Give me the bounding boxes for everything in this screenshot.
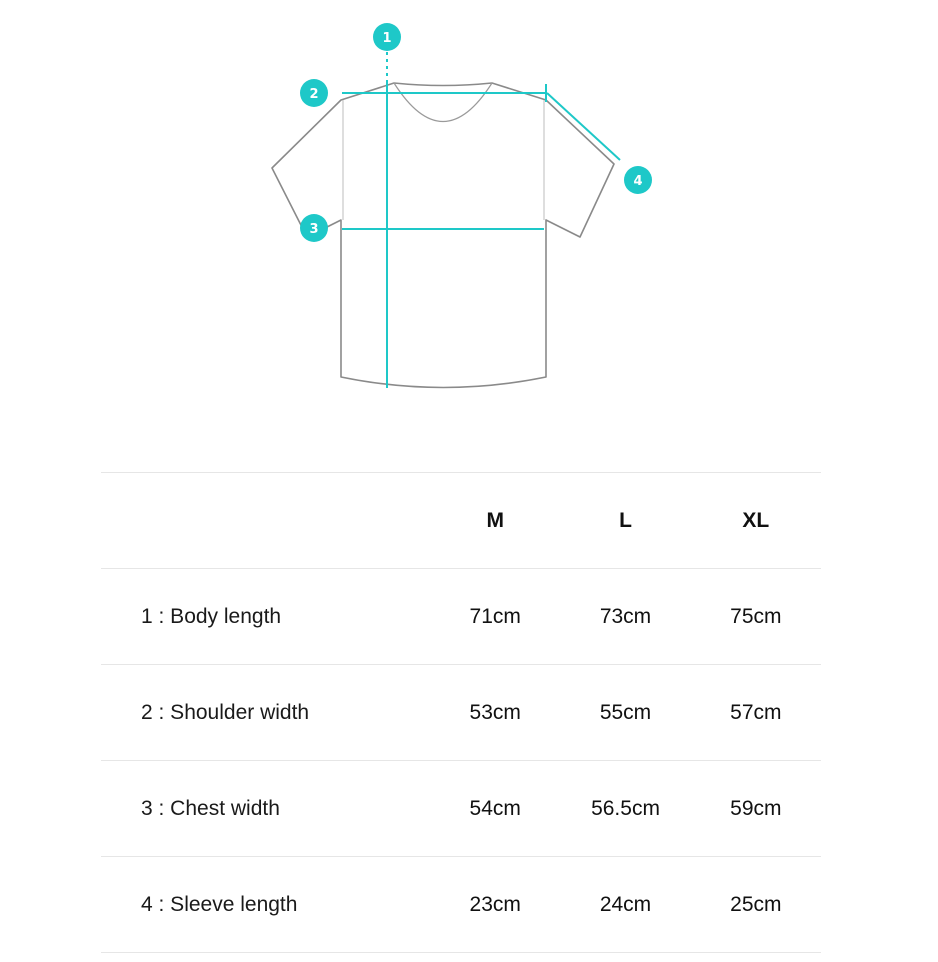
cell-l: 56.5cm bbox=[591, 796, 660, 820]
header-empty bbox=[101, 473, 430, 569]
row-label-shoulder-width: 2 : Shoulder width bbox=[141, 700, 310, 724]
cell-xl: 57cm bbox=[730, 700, 782, 724]
marker-3 bbox=[300, 214, 328, 242]
marker-4 bbox=[624, 166, 652, 194]
row-label-body-length: 1 : Body length bbox=[141, 604, 282, 628]
svg-text:3: 3 bbox=[309, 222, 319, 237]
cell-m: 23cm bbox=[469, 892, 521, 916]
marker-2 bbox=[300, 79, 328, 107]
cell-m: 53cm bbox=[469, 700, 521, 724]
header-size-xl: XL bbox=[742, 508, 770, 532]
svg-text:2: 2 bbox=[309, 87, 319, 102]
header-size-m: M bbox=[486, 508, 504, 532]
size-chart-table bbox=[101, 472, 821, 953]
row-label-sleeve-length: 4 : Sleeve length bbox=[141, 892, 298, 916]
table-header-row bbox=[101, 473, 821, 569]
table-row bbox=[101, 857, 821, 953]
header-size-l: L bbox=[619, 508, 632, 532]
cell-l: 73cm bbox=[599, 604, 652, 628]
table-row bbox=[101, 665, 821, 761]
cell-m: 54cm bbox=[469, 796, 521, 820]
cell-l: 24cm bbox=[599, 892, 652, 916]
tshirt-measurement-diagram bbox=[0, 0, 938, 420]
table-row bbox=[101, 569, 821, 665]
svg-text:4: 4 bbox=[633, 174, 643, 189]
cell-xl: 25cm bbox=[730, 892, 782, 916]
cell-xl: 59cm bbox=[730, 796, 782, 820]
row-label-chest-width: 3 : Chest width bbox=[141, 796, 280, 820]
cell-m: 71cm bbox=[469, 604, 521, 628]
table-row bbox=[101, 761, 821, 857]
marker-1 bbox=[373, 23, 401, 51]
cell-xl: 75cm bbox=[730, 604, 782, 628]
svg-text:1: 1 bbox=[382, 31, 392, 46]
cell-l: 55cm bbox=[599, 700, 652, 724]
